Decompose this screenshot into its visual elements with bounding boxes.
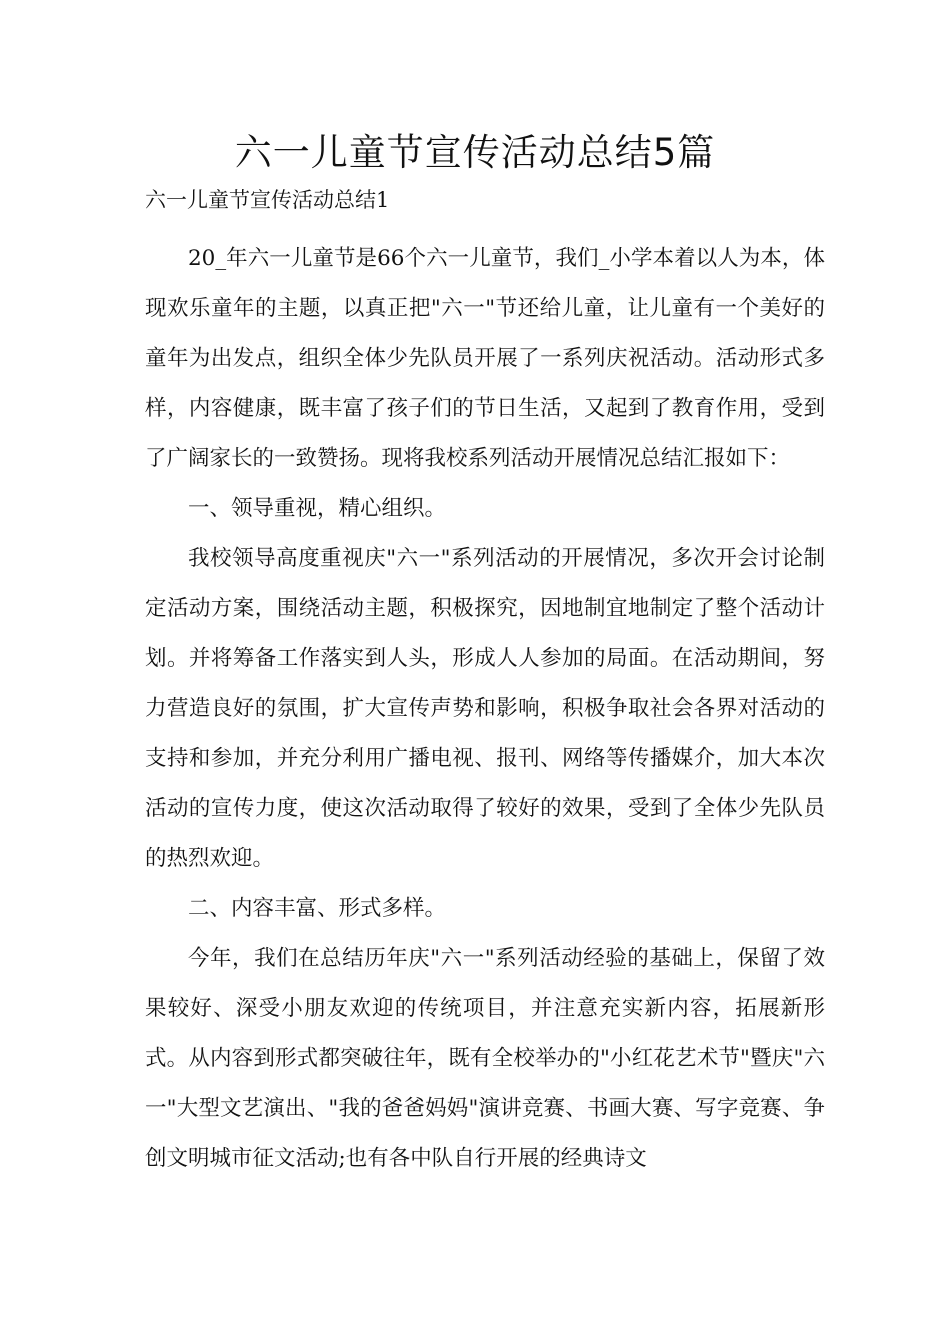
document-title: 六一儿童节宣传活动总结5篇 — [234, 131, 716, 174]
document-body — [145, 234, 825, 1184]
paragraph-heading-one: 一、领导重视，精心组织。 — [188, 496, 447, 521]
paragraph-leadership: 我校领导高度重视庆"六一"系列活动的开展情况，多次开会讨论制定活动方案，围绕活动主题，积极探究，因地制宜地制定了整个活动计划。并将筹备工作落实到人头，形成人人参加的局面。在活动期间，努力营造良好的氛围，扩大宣传声势和影响，积极争取社会各界对活动的支持和参加，并充分利用广播电视、报刊、网络等传播媒介，加大本次活动的宣传力度，使这次活动取得了较好的效果，受到了全体少先队员的热烈欢迎。 — [145, 546, 825, 871]
paragraph-heading-two: 二、内容丰富、形式多样。 — [188, 896, 447, 921]
section-heading: 六一儿童节宣传活动总结1 — [145, 188, 390, 212]
paragraph-content: 今年，我们在总结历年庆"六一"系列活动经验的基础上，保留了效果较好、深受小朋友欢迎的传统项目，并注意充实新内容，拓展新形式。从内容到形式都突破往年，既有全校举办的"小红花艺术节"暨庆"六一"大型文艺演出、"我的爸爸妈妈"演讲竞赛、书画大赛、写字竞赛、争创文明城市征文活动;也有各中队自行开展的经典诗文 — [145, 946, 825, 1171]
paragraph-intro: 20_年六一儿童节是66个六一儿童节，我们_小学本着以人为本，体现欢乐童年的主题，以真正把"六一"节还给儿童，让儿童有一个美好的童年为出发点，组织全体少先队员开展了一系列庆祝活动。活动形式多样，内容健康，既丰富了孩子们的节日生活，又起到了教育作用，受到了广阔家长的一致赞扬。现将我校系列活动开展情况总结汇报如下： — [145, 246, 825, 471]
